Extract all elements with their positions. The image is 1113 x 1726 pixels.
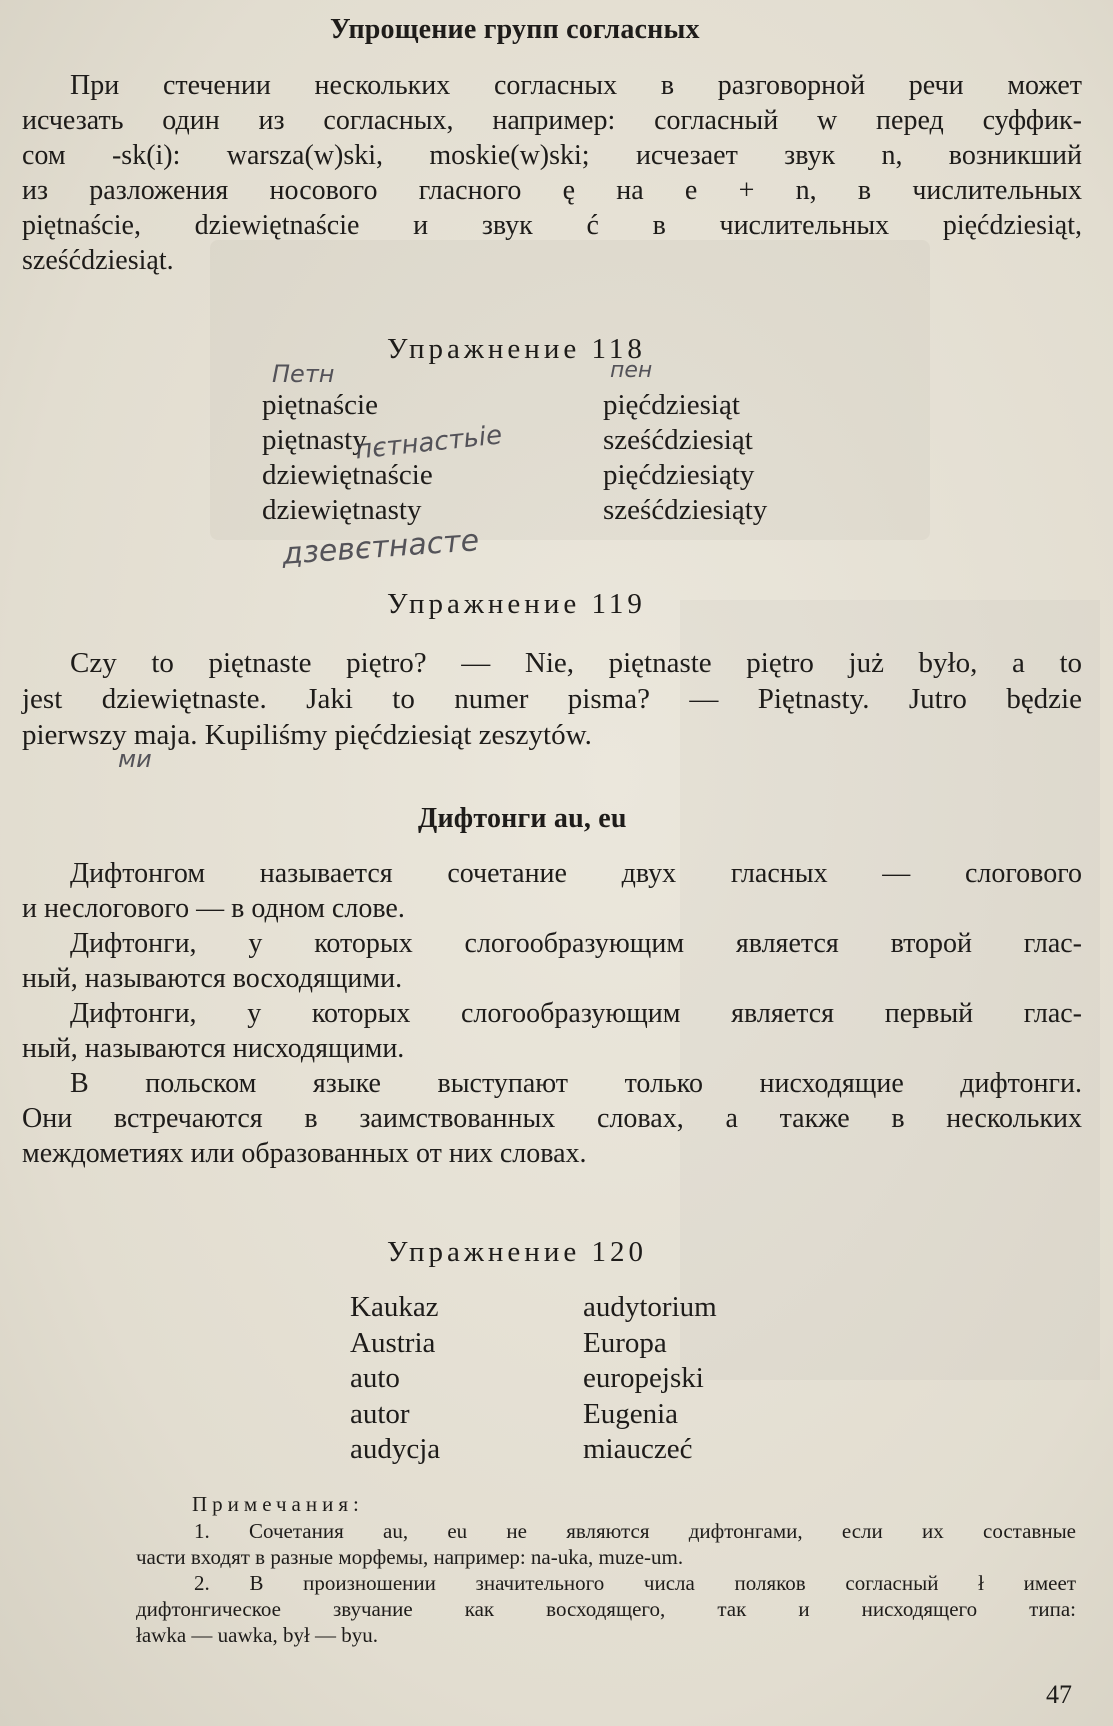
text-line: pierwszy maja. Kupiliśmy pięćdziesiąt zeszytów. — [22, 719, 592, 751]
word: sześćdziesiąty — [603, 494, 768, 526]
note-line: дифтонгическое звучание как восходящего, так и нисходящего типа: — [136, 1597, 1076, 1621]
diphthongs-paragraphs — [22, 856, 1082, 1171]
note-line: 1. Сочетания au, eu не являются дифтонгами, если их составные — [194, 1519, 1076, 1543]
handwritten-note: дзевєтнасте — [281, 523, 481, 572]
word: audytorium — [583, 1291, 717, 1323]
text-line: междометиях или образованных от них словах. — [22, 1138, 587, 1169]
word: piętnaście — [262, 389, 378, 421]
handwritten-note: пєтнастьіе — [353, 420, 504, 466]
text-line: Они встречаются в заимствованных словах, а также в нескольких — [22, 1103, 1082, 1134]
handwritten-note: Петн — [272, 360, 335, 388]
text-line: ный, называются нисходящими. — [22, 1033, 405, 1064]
intro-paragraph — [22, 68, 1082, 278]
word: europejski — [583, 1362, 704, 1394]
word: dziewiętnasty — [262, 494, 422, 526]
text-line: jest dziewiętnaste. Jaki to numer pisma? — Piętnasty. Jutro będzie — [22, 683, 1082, 715]
page-number: 47 — [1046, 1680, 1072, 1709]
text-line: и неслогового — в одном слове. — [22, 893, 405, 924]
handwritten-note: пен — [610, 358, 653, 383]
handwritten-note: ми — [118, 745, 152, 773]
note-line: ławka — uawka, był — byu. — [136, 1623, 379, 1647]
text-line: В польском языке выступают только нисходящие дифтонги. — [70, 1068, 1082, 1099]
exercise-119-title: Упражнение 119 — [387, 588, 646, 620]
word: autor — [350, 1397, 410, 1430]
word: piętnasty — [262, 424, 367, 456]
intro-line: sześćdziesiąt. — [22, 245, 174, 276]
word: Kaukaz — [350, 1291, 439, 1323]
text-line: Czy to piętnaste piętro? — Nie, piętnaste piętro już było, a to — [70, 647, 1082, 679]
exercise-120-left-column — [350, 1290, 440, 1468]
intro-line: исчезать один из согласных, например: согласный w перед суффик- — [22, 105, 1082, 136]
exercise-118-title: Упражнение 118 — [387, 333, 646, 365]
intro-line: из разложения носового гласного ę на e + n, в числительных — [22, 175, 1082, 206]
notes-body — [136, 1518, 1076, 1648]
text-line: Дифтонгом называется сочетание двух гласных — слогового — [70, 858, 1082, 889]
note-line: части входят в разные морфемы, например: na-uka, muze-um. — [136, 1545, 684, 1569]
text-line: Дифтонги, у которых слогообразующим является второй глас- — [70, 928, 1082, 959]
note-line: 2. В произношении значительного числа поляков согласный ł имеет — [194, 1571, 1076, 1595]
word: pięćdziesiąty — [603, 459, 755, 491]
word: auto — [350, 1362, 400, 1394]
exercise-120-title: Упражнение 120 — [387, 1236, 647, 1268]
diphthongs-title: Дифтонги au, eu — [418, 803, 627, 834]
text-line: Дифтонги, у которых слогообразующим является первый глас- — [70, 998, 1082, 1029]
word: dziewiętnaście — [262, 459, 433, 491]
intro-line: piętnaście, dziewiętnaście и звук ć в числительных pięćdziesiąt, — [22, 210, 1082, 241]
word: Austria — [350, 1326, 436, 1359]
word: pięćdziesiąt — [603, 389, 740, 421]
word: Europa — [583, 1326, 667, 1359]
section-title: Упрощение групп согласных — [330, 14, 700, 45]
text-line: ный, называются восходящими. — [22, 963, 403, 994]
exercise-118-right-column — [603, 388, 767, 528]
word: miauczeć — [583, 1433, 693, 1465]
exercise-119-text — [22, 645, 1082, 753]
intro-line: При стечении нескольких согласных в разговорной речи может — [70, 70, 1082, 101]
notes-heading: Примечания: — [192, 1492, 364, 1516]
intro-line: сом -sk(i): warsza(w)ski, moskie(w)ski; исчезает звук n, возникший — [22, 140, 1082, 171]
exercise-120-right-column — [583, 1290, 717, 1468]
word: sześćdziesiąt — [603, 424, 753, 456]
word: audycja — [350, 1433, 441, 1465]
word: Eugenia — [583, 1397, 679, 1430]
